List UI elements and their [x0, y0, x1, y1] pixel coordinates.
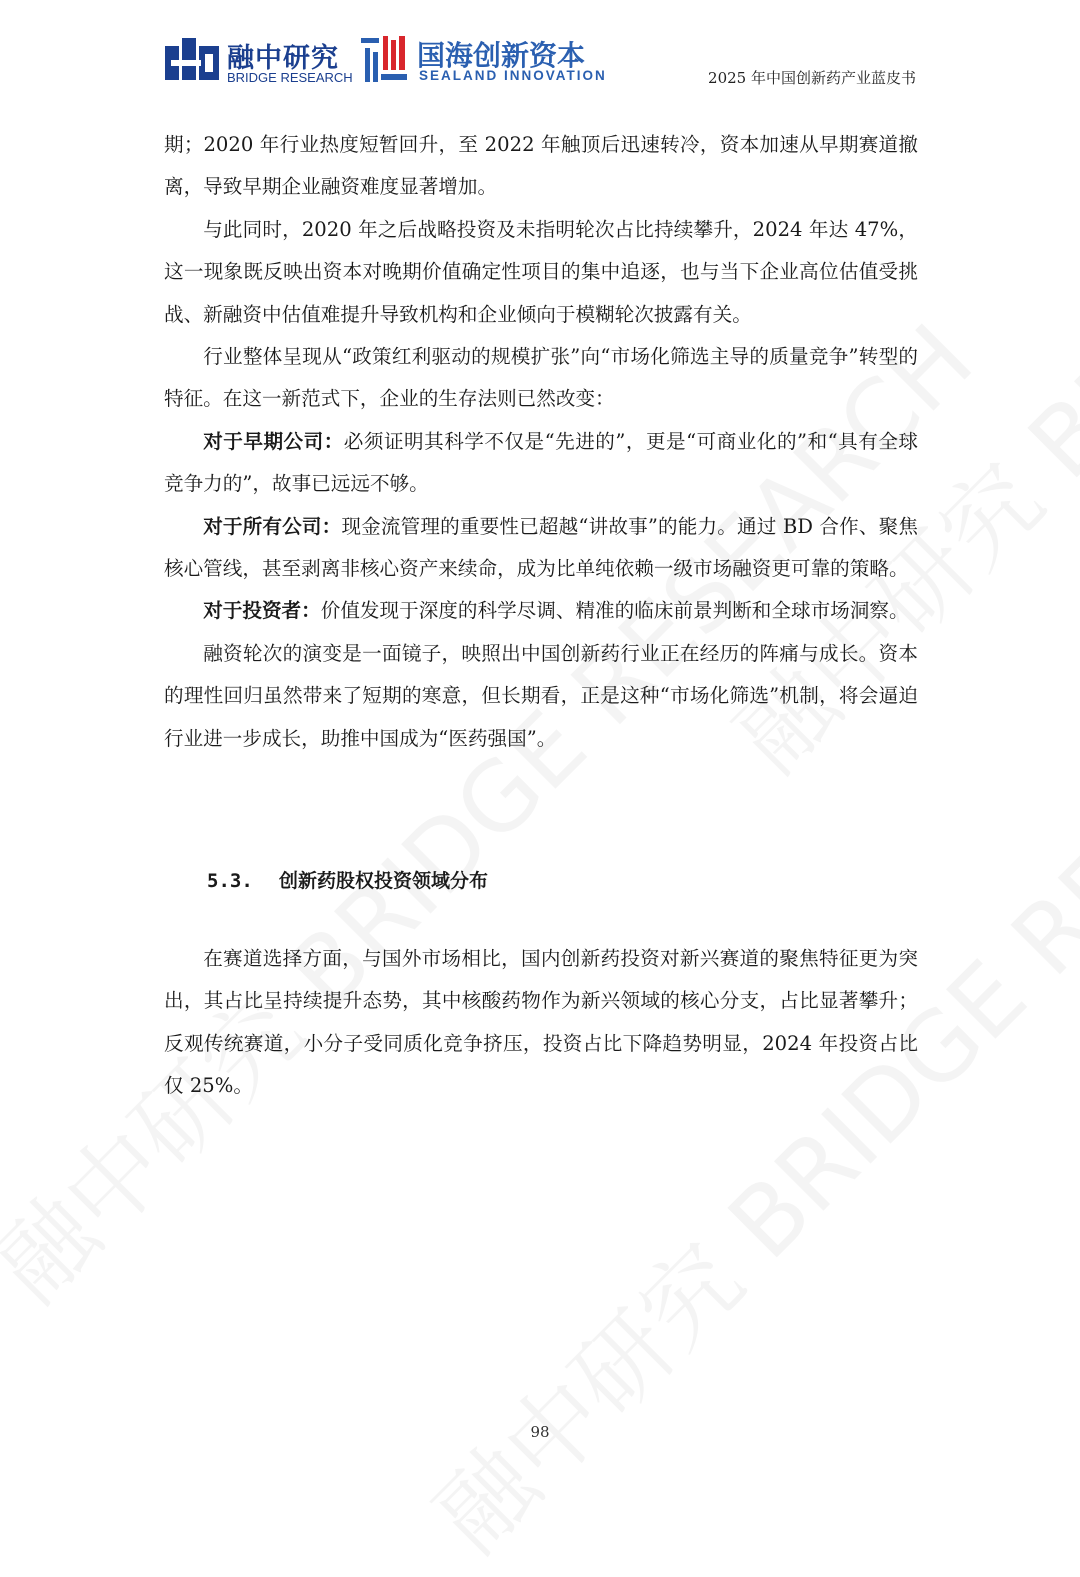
paragraph-investors — [164, 590, 918, 632]
paragraph: 融资轮次的演变是一面镜子，映照出中国创新药行业正在经历的阵痛与成长。资本的理性回归虽然带来了短期的寒意，但长期看，正是这种“市场化筛选”机制，将会逼迫行业进一步成长，助推中国成为“医药强国”。 — [164, 641, 918, 750]
section-number: 5.3. — [207, 870, 253, 892]
sealand-innovation-name-en: SEALAND INNOVATION — [419, 68, 607, 83]
bridge-research-name-cn: 融中研究 — [227, 43, 339, 74]
section-body-text — [164, 938, 918, 1108]
paragraph: 期；2020 年行业热度短暂回升，至 2022 年触顶后迅速转冷，资本加速从早期赛道撤离，导致早期企业融资难度显著增加。 — [164, 133, 918, 199]
section-heading — [207, 866, 488, 893]
report-title: 2025 年中国创新药产业蓝皮书 — [708, 69, 916, 87]
paragraph: 在赛道选择方面，与国外市场相比，国内创新药投资对新兴赛道的聚焦特征更为突出，其占比呈持续提升态势，其中核酸药物作为新兴领域的核心分支，占比显著攀升；反观传统赛道，小分子受同质化竞争挤压，投资占比下降趋势明显，2024 年投资占比仅 25%。 — [164, 947, 918, 1098]
page-header — [0, 0, 1080, 110]
paragraph-body: 必须证明其科学不仅是“先进的”，更是“可商业化的”和“具有全球竞争力的”，故事已远远不够。 — [164, 429, 918, 496]
paragraph-lead: 对于早期公司： — [203, 429, 344, 453]
paragraph-all-companies — [164, 506, 918, 591]
paragraph-lead: 对于投资者： — [203, 599, 321, 623]
section-title: 创新药股权投资领域分布 — [279, 870, 489, 892]
bridge-research-logo-icon — [165, 36, 221, 84]
paragraph-lead: 对于所有公司： — [203, 514, 342, 538]
paragraph-body: 价值发现于深度的科学尽调、精准的临床前景判断和全球市场洞察。 — [320, 599, 909, 623]
bridge-research-name-en: BRIDGE RESEARCH — [227, 70, 353, 85]
sealand-innovation-name-cn: 国海创新资本 — [417, 39, 586, 72]
paragraph: 行业整体呈现从“政策红利驱动的规模扩张”向“市场化筛选主导的质量竞争”转型的特征。在这一新范式下，企业的生存法则已然改变： — [164, 345, 918, 411]
paragraph: 与此同时，2020 年之后战略投资及未指明轮次占比持续攀升，2024 年达 47%，这一现象既反映出资本对晚期价值确定性项目的集中追逐，也与当下企业高位估值受挑战、新融资中估值难提升导致机构和企业倾向于模糊轮次披露有关。 — [164, 217, 918, 326]
sealand-innovation-logo-icon — [361, 36, 407, 82]
paragraph-body: 现金流管理的重要性已超越“讲故事”的能力。通过 BD 合作、聚焦核心管线，甚至剥离非核心资产来续命，成为比单纯依赖一级市场融资更可靠的策略。 — [164, 514, 918, 581]
page-number: 98 — [530, 1423, 550, 1441]
body-text — [164, 124, 918, 760]
paragraph-early-companies — [164, 421, 918, 506]
